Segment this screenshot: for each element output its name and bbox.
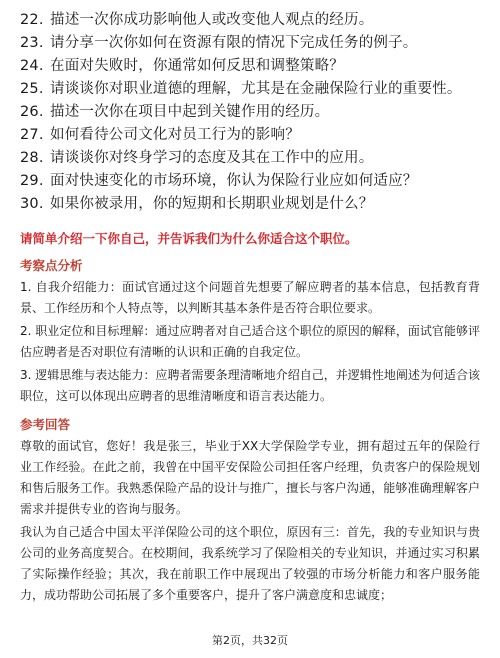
analysis-point: 1. 自我介绍能力：面试官通过这个问题首先想要了解应聘者的基本信息，包括教育背景、工作经历和个人特点等，以判断其基本条件是否符合职位要求。 xyxy=(20,280,480,315)
question-number: 24. xyxy=(20,58,44,74)
question-number: 25. xyxy=(20,81,44,97)
question-text: 如何看待公司文化对员工行为的影响？ xyxy=(50,127,300,143)
question-list xyxy=(20,0,480,216)
question-text: 请分享一次你如何在资源有限的情况下完成任务的例子。 xyxy=(50,35,418,51)
analysis-point: 3. 逻辑思维与表达能力：应聘者需要条理清晰地介绍自己，并逻辑性地阐述为何适合该职位，这可以体现出应聘者的思维清晰度和语言表达能力。 xyxy=(20,368,480,403)
question-text: 如果你被录用，你的短期和长期职业规划是什么？ xyxy=(50,196,374,212)
question-number: 26. xyxy=(20,104,44,120)
question-number: 22. xyxy=(20,12,44,28)
answer-paragraph: 尊敬的面试官，您好！我是张三，毕业于XX大学保险学专业，拥有超过五年的保险行业工作经验。在此之前，我曾在中国平安保险公司担任客户经理，负责客户的保险规划和售后服务工作。我熟悉保险产品的设计与推广，擅长与客户沟通，能够准确理解客户需求并提供专业的咨询与服务。 xyxy=(20,439,480,516)
answer-paragraph: 我认为自己适合中国太平洋保险公司的这个职位，原因有三：首先，我的专业知识与贵公司的业务高度契合。在校期间，我系统学习了保险相关的专业知识，并通过实习积累了实际操作经验；其次，我在前职工作中展现出了较强的市场分析能力和客户服务能力，成功帮助公司拓展了多个重要客户，提升了客户满意度和忠诚度； xyxy=(20,525,480,602)
question-item xyxy=(20,101,480,124)
question-item xyxy=(20,124,480,147)
question-text: 请谈谈你对终身学习的态度及其在工作中的应用。 xyxy=(50,150,374,166)
question-item xyxy=(20,55,480,78)
question-number: 29. xyxy=(20,173,44,189)
question-text: 描述一次你在项目中起到关键作用的经历。 xyxy=(50,104,330,120)
question-item xyxy=(20,78,480,101)
answer-heading: 参考回答 xyxy=(20,417,71,432)
analysis-heading: 考察点分析 xyxy=(20,258,83,273)
question-item xyxy=(20,32,480,55)
question-item xyxy=(20,170,480,193)
question-number: 27. xyxy=(20,127,44,143)
question-number: 23. xyxy=(20,35,44,51)
question-item xyxy=(20,9,480,32)
question-item xyxy=(20,193,480,216)
question-item xyxy=(20,147,480,170)
question-text: 描述一次你成功影响他人或改变他人观点的经历。 xyxy=(50,12,374,28)
question-text: 请谈谈你对职业道德的理解，尤其是在金融保险行业的重要性。 xyxy=(50,81,462,97)
question-number: 28. xyxy=(20,150,44,166)
question-text: 面对快速变化的市场环境，你认为保险行业应如何适应？ xyxy=(50,173,418,189)
interview-prompt: 请简单介绍一下你自己，并告诉我们为什么你适合这个职位。 xyxy=(20,231,358,246)
question-text: 在面对失败时，你通常如何反思和调整策略？ xyxy=(50,58,344,74)
page-footer: 第2页，共32页 xyxy=(212,634,288,647)
question-number: 30. xyxy=(20,196,44,212)
analysis-point: 2. 职业定位和目标理解：通过应聘者对自己适合这个职位的原因的解释，面试官能够评估应聘者是否对职位有清晰的认识和正确的自我定位。 xyxy=(20,324,480,359)
